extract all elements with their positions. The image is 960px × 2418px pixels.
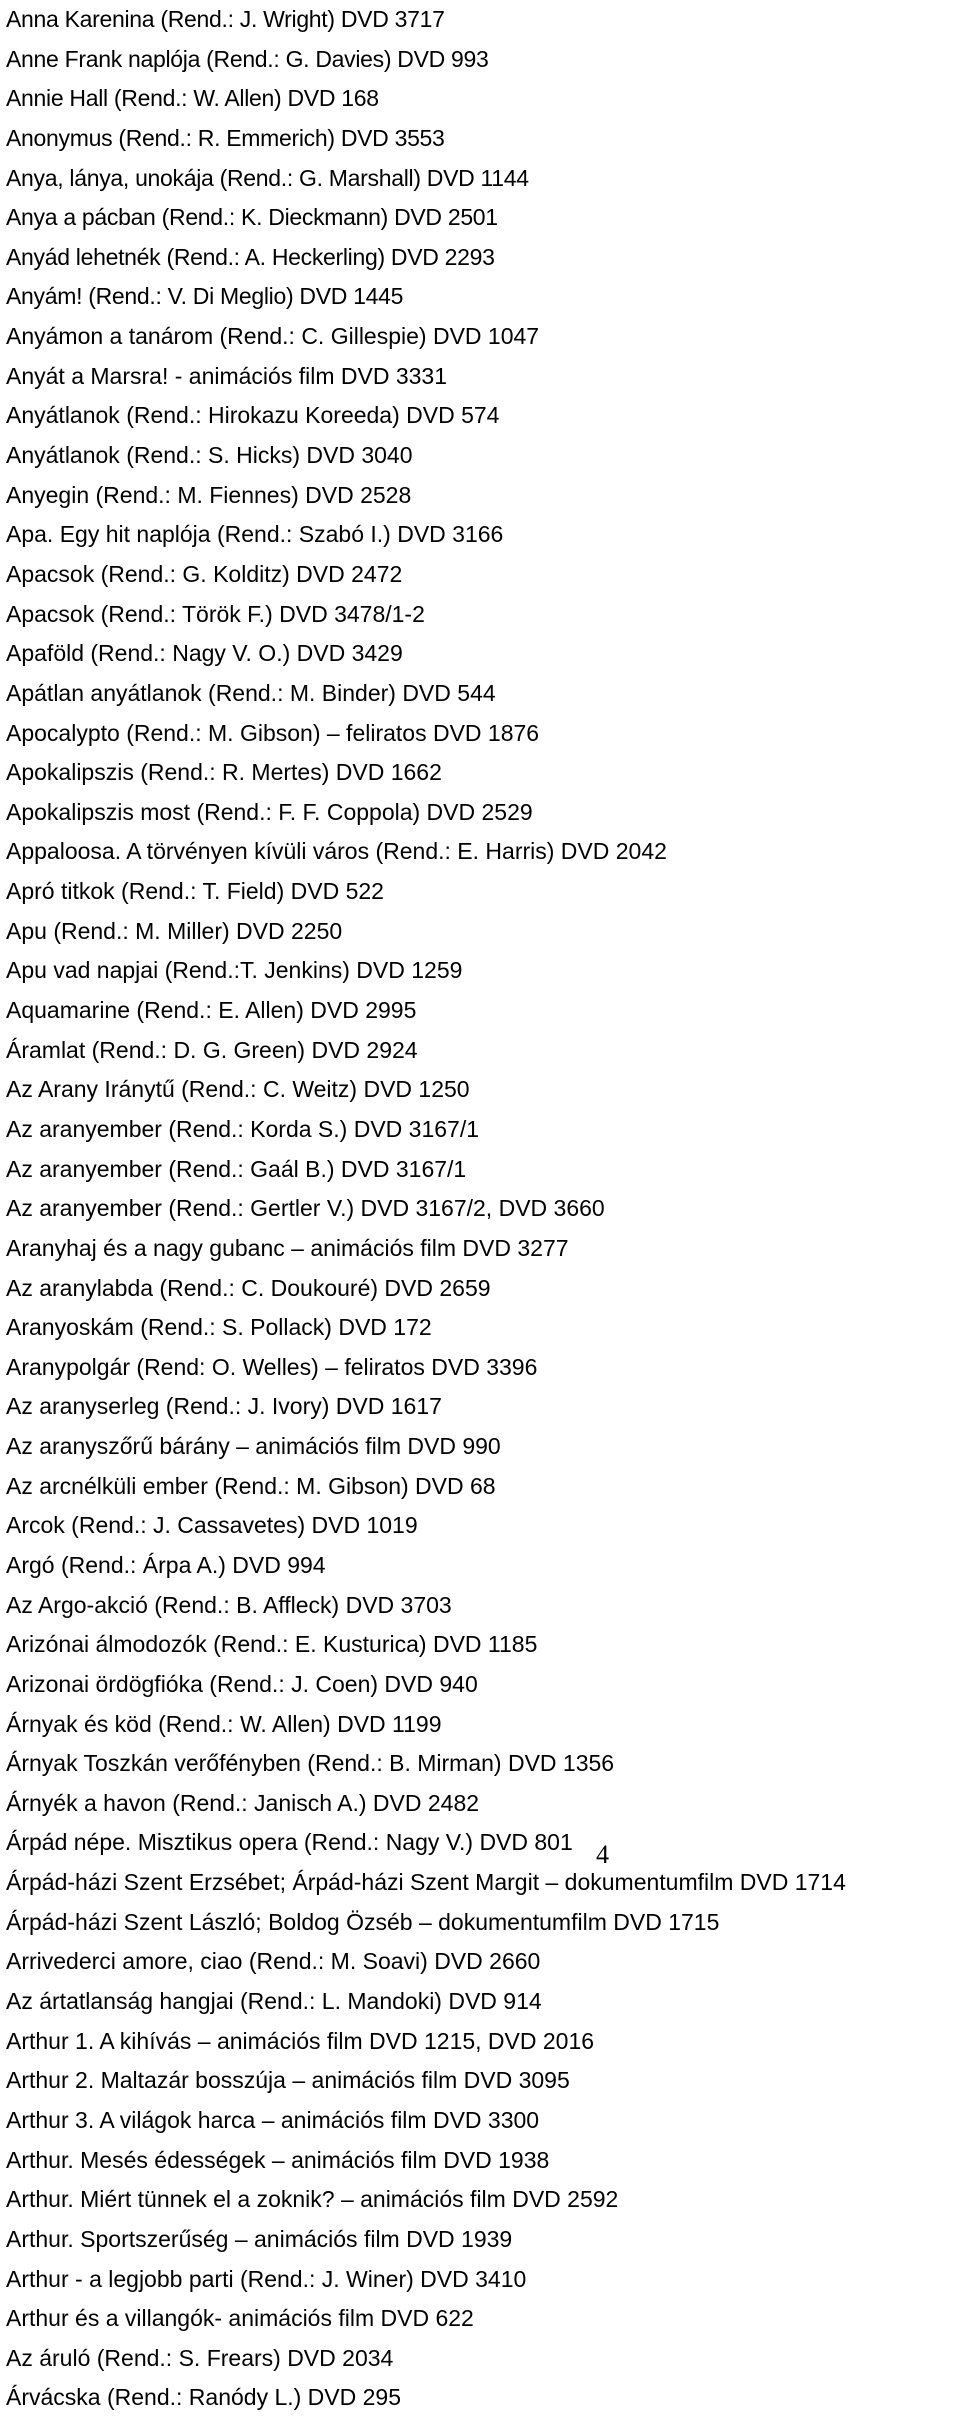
catalog-entry: Az ártatlanság hangjai (Rend.: L. Mandoki) DVD 914 bbox=[6, 1988, 542, 2015]
catalog-entry: Anyátlanok (Rend.: Hirokazu Koreeda) DVD 574 bbox=[6, 402, 500, 429]
catalog-entry: Áramlat (Rend.: D. G. Green) DVD 2924 bbox=[6, 1036, 418, 1063]
catalog-entry: Annie Hall (Rend.: W. Allen) DVD 168 bbox=[6, 85, 379, 112]
catalog-entry: Apacsok (Rend.: Török F.) DVD 3478/1-2 bbox=[6, 600, 425, 627]
catalog-entry: Az arcnélküli ember (Rend.: M. Gibson) DVD 68 bbox=[6, 1472, 496, 1499]
catalog-entry: Anyát a Marsra! - animációs film DVD 3331 bbox=[6, 362, 447, 389]
catalog-entry: Arthur. Sportszerűség – animációs film DVD 1939 bbox=[6, 2225, 513, 2252]
catalog-entry: Az aranyember (Rend.: Gertler V.) DVD 3167/2, DVD 3660 bbox=[6, 1195, 605, 1222]
catalog-entry: Aranyhaj és a nagy gubanc – animációs film DVD 3277 bbox=[6, 1234, 569, 1261]
catalog-entry: Aquamarine (Rend.: E. Allen) DVD 2995 bbox=[6, 997, 417, 1024]
page-number: 4 bbox=[596, 1840, 609, 1869]
catalog-entry: Árnyak és köd (Rend.: W. Allen) DVD 1199 bbox=[6, 1710, 442, 1737]
catalog-entry: Arthur. Mesés édességek – animációs film DVD 1938 bbox=[6, 2146, 550, 2173]
catalog-entry: Anna Karenina (Rend.: J. Wright) DVD 3717 bbox=[6, 6, 445, 32]
dvd-catalog-list bbox=[6, 0, 956, 2418]
catalog-entry: Anyámon a tanárom (Rend.: C. Gillespie) DVD 1047 bbox=[6, 323, 540, 350]
catalog-entry: Argó (Rend.: Árpa A.) DVD 994 bbox=[6, 1551, 326, 1578]
catalog-entry: Appaloosa. A törvényen kívüli város (Rend.: E. Harris) DVD 2042 bbox=[6, 838, 667, 865]
catalog-entry: Az Arany Iránytű (Rend.: C. Weitz) DVD 1250 bbox=[6, 1076, 470, 1103]
catalog-entry: Árpád népe. Misztikus opera (Rend.: Nagy V.) DVD 801 bbox=[6, 1829, 573, 1856]
catalog-entry: Apa. Egy hit naplója (Rend.: Szabó I.) DVD 3166 bbox=[6, 521, 504, 548]
catalog-entry: Arthur 1. A kihívás – animációs film DVD 1215, DVD 2016 bbox=[6, 2027, 595, 2054]
catalog-entry: Arcok (Rend.: J. Cassavetes) DVD 1019 bbox=[6, 1512, 418, 1539]
catalog-entry: Árpád-házi Szent László; Boldog Özséb – dokumentumfilm DVD 1715 bbox=[6, 1908, 720, 1935]
catalog-entry: Arizonai ördögfióka (Rend.: J. Coen) DVD 940 bbox=[6, 1670, 478, 1697]
catalog-entry: Arthur 2. Maltazár bosszúja – animációs film DVD 3095 bbox=[6, 2067, 570, 2094]
catalog-entry: Apaföld (Rend.: Nagy V. O.) DVD 3429 bbox=[6, 640, 403, 667]
catalog-entry: Anya a pácban (Rend.: K. Dieckmann) DVD 2501 bbox=[6, 204, 498, 231]
catalog-entry: Apró titkok (Rend.: T. Field) DVD 522 bbox=[6, 878, 384, 905]
catalog-entry: Apocalypto (Rend.: M. Gibson) – feliratos DVD 1876 bbox=[6, 719, 540, 746]
catalog-entry: Anyád lehetnék (Rend.: A. Heckerling) DVD 2293 bbox=[6, 243, 495, 270]
catalog-entry: Anyegin (Rend.: M. Fiennes) DVD 2528 bbox=[6, 481, 412, 508]
catalog-entry: Anyátlanok (Rend.: S. Hicks) DVD 3040 bbox=[6, 442, 413, 469]
catalog-entry: Az aranyember (Rend.: Korda S.) DVD 3167/1 bbox=[6, 1115, 480, 1142]
catalog-entry: Anyám! (Rend.: V. Di Meglio) DVD 1445 bbox=[6, 283, 404, 310]
catalog-entry: Arrivederci amore, ciao (Rend.: M. Soavi) DVD 2660 bbox=[6, 1948, 541, 1975]
catalog-entry: Árpád-házi Szent Erzsébet; Árpád-házi Szent Margit – dokumentumfilm DVD 1714 bbox=[6, 1869, 846, 1896]
catalog-entry: Apátlan anyátlanok (Rend.: M. Binder) DVD 544 bbox=[6, 679, 496, 706]
catalog-entry: Arthur - a legjobb parti (Rend.: J. Winer) DVD 3410 bbox=[6, 2265, 527, 2292]
catalog-entry: Árnyak Toszkán verőfényben (Rend.: B. Mirman) DVD 1356 bbox=[6, 1750, 615, 1777]
catalog-entry: Árvácska (Rend.: Ranódy L.) DVD 295 bbox=[6, 2384, 402, 2411]
catalog-entry: Apu (Rend.: M. Miller) DVD 2250 bbox=[6, 917, 343, 944]
catalog-entry: Az aranyserleg (Rend.: J. Ivory) DVD 1617 bbox=[6, 1393, 442, 1420]
catalog-entry: Arthur. Miért tünnek el a zoknik? – animációs film DVD 2592 bbox=[6, 2186, 619, 2213]
catalog-entry: Az aranylabda (Rend.: C. Doukouré) DVD 2659 bbox=[6, 1274, 491, 1301]
catalog-entry: Arizónai álmodozók (Rend.: E. Kusturica) DVD 1185 bbox=[6, 1631, 538, 1658]
catalog-entry: Apokalipszis most (Rend.: F. F. Coppola) DVD 2529 bbox=[6, 798, 533, 825]
catalog-entry: Aranyoskám (Rend.: S. Pollack) DVD 172 bbox=[6, 1314, 432, 1341]
catalog-entry: Arthur 3. A világok harca – animációs film DVD 3300 bbox=[6, 2106, 540, 2133]
catalog-entry: Az Argo-akció (Rend.: B. Affleck) DVD 3703 bbox=[6, 1591, 452, 1618]
catalog-entry: Anne Frank naplója (Rend.: G. Davies) DVD 993 bbox=[6, 45, 489, 72]
catalog-entry: Az aranyember (Rend.: Gaál B.) DVD 3167/1 bbox=[6, 1155, 467, 1182]
catalog-entry: Az aranyszőrű bárány – animációs film DVD 990 bbox=[6, 1433, 501, 1460]
catalog-entry: Apokalipszis (Rend.: R. Mertes) DVD 1662 bbox=[6, 759, 442, 786]
catalog-entry: Aranypolgár (Rend: O. Welles) – feliratos DVD 3396 bbox=[6, 1353, 538, 1380]
catalog-entry: Anonymus (Rend.: R. Emmerich) DVD 3553 bbox=[6, 124, 445, 151]
catalog-entry: Apu vad napjai (Rend.:T. Jenkins) DVD 1259 bbox=[6, 957, 463, 984]
catalog-entry: Anya, lánya, unokája (Rend.: G. Marshall) DVD 1144 bbox=[6, 164, 529, 191]
catalog-entry: Apacsok (Rend.: G. Kolditz) DVD 2472 bbox=[6, 560, 403, 587]
catalog-entry: Arthur és a villangók- animációs film DVD 622 bbox=[6, 2305, 474, 2332]
catalog-entry: Az áruló (Rend.: S. Frears) DVD 2034 bbox=[6, 2344, 394, 2371]
catalog-entry: Árnyék a havon (Rend.: Janisch A.) DVD 2482 bbox=[6, 1789, 480, 1816]
